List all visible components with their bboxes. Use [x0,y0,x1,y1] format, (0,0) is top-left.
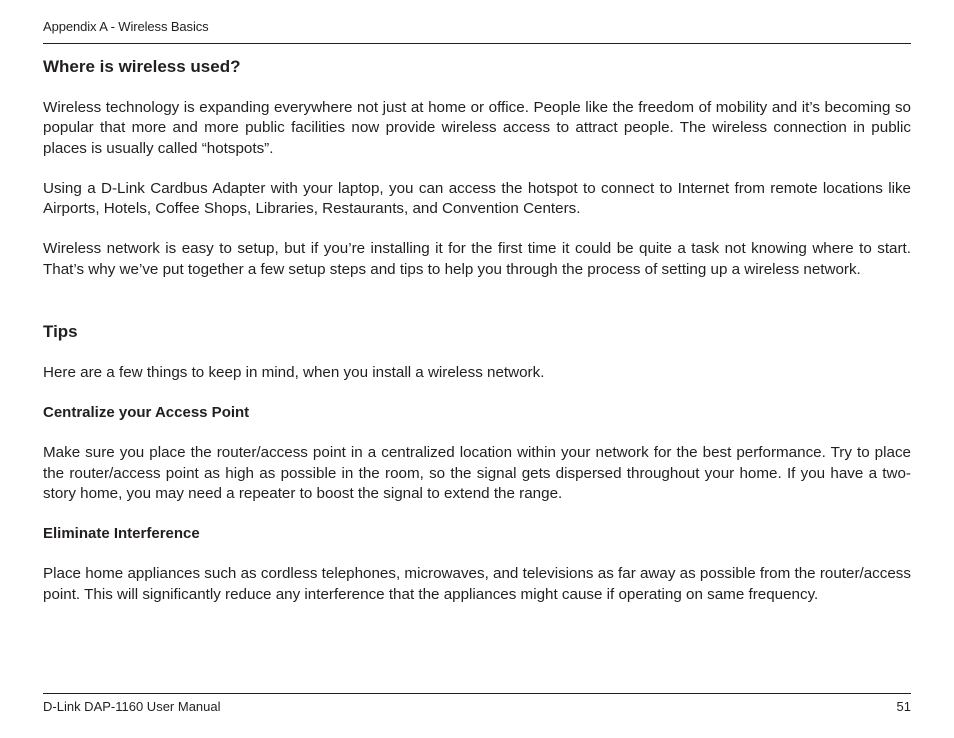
footer-rule [43,693,911,694]
subsection-title-interference: Eliminate Interference [43,525,200,543]
footer-manual-title: D-Link DAP-1160 User Manual [43,699,221,714]
page-number: 51 [896,699,911,714]
paragraph-centralize: Make sure you place the router/access point in a centralized location within your network for the best performance. Try to place the router/access point as high as possible in the room, so the signal gets dispersed throughout your home. If you have a two-story home, you may need a repeater to boost the signal to extend the range. [43,444,911,502]
section-title-where-wireless-used: Where is wireless used? [43,57,241,76]
paragraph-cardbus-hotspot: Using a D-Link Cardbus Adapter with your laptop, you can access the hotspot to connect to Internet from remote locations like Airports, Hotels, Coffee Shops, Libraries, Restaurants, and Convention Centers. [43,179,911,218]
paragraph-tips-intro: Here are a few things to keep in mind, when you install a wireless network. [43,364,545,382]
paragraph-wireless-expanding: Wireless technology is expanding everywhere not just at home or office. People like the freedom of mobility and it’s becoming so popular that more and more public facilities now provide wireless access to attract people. The wireless connection in public places is usually called “hotspots”. [43,99,911,157]
subsection-title-centralize: Centralize your Access Point [43,404,250,422]
page-content [43,57,911,605]
paragraph-easy-setup: Wireless network is easy to setup, but if you’re installing it for the first time it could be quite a task not knowing where to start. That’s why we’ve put together a few setup steps and tips to help you through the process of setting up a wireless network. [43,240,911,278]
section-title-tips: Tips [43,322,78,342]
paragraph-interference: Place home appliances such as cordless telephones, microwaves, and televisions as far away as possible from the router/access point. This will significantly reduce any interference that the appliances might cause if operating on same frequency. [43,565,911,603]
running-header: Appendix A - Wireless Basics [43,19,209,34]
header-rule [43,43,911,44]
